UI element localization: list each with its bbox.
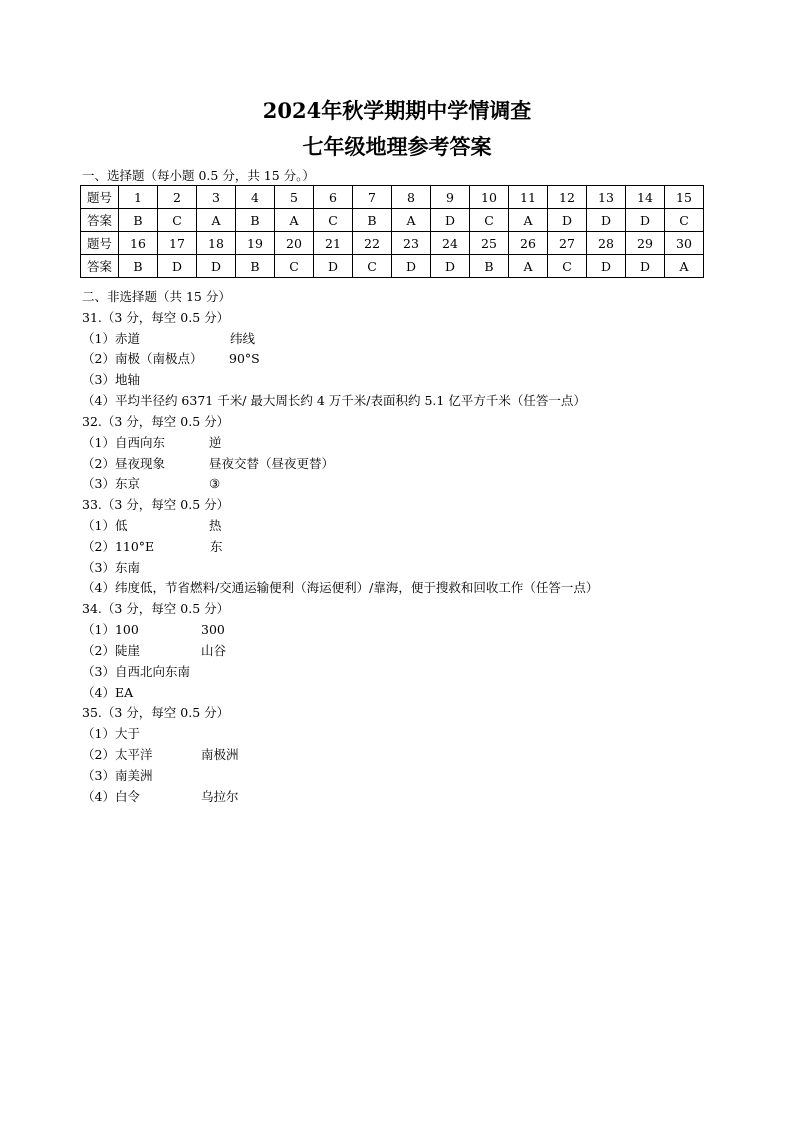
answer-cell: 22 xyxy=(353,232,392,255)
answer-cell: A xyxy=(275,209,314,232)
answer-cell: C xyxy=(548,255,587,278)
q33-answer-1b: 热 xyxy=(209,518,222,533)
q31-answer-2b: 90°S xyxy=(229,351,260,366)
answer-cell: 27 xyxy=(548,232,587,255)
q33-answer-2a: （2）110°E xyxy=(82,539,155,554)
answer-cell: A xyxy=(509,209,548,232)
answer-cell: A xyxy=(197,209,236,232)
answer-cell: C xyxy=(158,209,197,232)
q34-answer-2 xyxy=(82,642,227,660)
q34-heading: 34.（3 分，每空 0.5 分） xyxy=(82,601,230,616)
q35-answer-4a: （4）白令 xyxy=(82,789,140,804)
answer-cell: 8 xyxy=(392,186,431,209)
q35-answer-1: （1）大于 xyxy=(82,726,140,741)
q33-answer-2 xyxy=(82,538,223,556)
q31-answer-2a: （2）南极（南极点） xyxy=(82,351,203,366)
q34-answer-2a: （2）陡崖 xyxy=(82,643,140,658)
answer-cell: D xyxy=(548,209,587,232)
q33-answer-1a: （1）低 xyxy=(82,518,128,533)
q32-answer-1 xyxy=(82,434,222,452)
q31-answer-4: （4）平均半径约 6371 千米/ 最大周长约 4 万千米/表面积约 5.1 亿平方千米（任答一点） xyxy=(82,393,586,408)
answer-cell: B xyxy=(353,209,392,232)
answer-cell: C xyxy=(275,255,314,278)
answer-cell: 24 xyxy=(431,232,470,255)
q32-answer-2 xyxy=(82,455,335,473)
answer-cell: C xyxy=(314,209,353,232)
q34-answer-1a: （1）100 xyxy=(82,622,139,637)
answer-cell: C xyxy=(470,209,509,232)
answer-cell: A xyxy=(392,209,431,232)
answer-cell: 19 xyxy=(236,232,275,255)
answer-cell: 28 xyxy=(587,232,626,255)
answer-cell: 13 xyxy=(587,186,626,209)
answer-cell: D xyxy=(197,255,236,278)
answer-cell: 12 xyxy=(548,186,587,209)
q33-answer-4: （4）纬度低，节省燃料/交通运输便利（海运便利）/靠海，便于搜救和回收工作（任答一点） xyxy=(82,580,599,595)
answer-cell: A xyxy=(665,255,704,278)
answer-cell: 9 xyxy=(431,186,470,209)
q31-answer-3: （3）地轴 xyxy=(82,372,140,387)
page-subtitle: 七年级地理参考答案 xyxy=(302,134,492,159)
q35-heading: 35.（3 分，每空 0.5 分） xyxy=(82,705,230,720)
q32-answer-1a: （1）自西向东 xyxy=(82,435,165,450)
q31-answer-2 xyxy=(82,350,260,368)
answer-cell: 6 xyxy=(314,186,353,209)
q35-answer-2 xyxy=(82,746,239,764)
answer-cell: B xyxy=(119,255,158,278)
q35-answer-4 xyxy=(82,788,239,806)
answer-cell: B xyxy=(236,209,275,232)
q34-answer-1b: 300 xyxy=(201,622,225,637)
answer-cell: B xyxy=(470,255,509,278)
section2-heading: 二、非选择题（共 15 分） xyxy=(82,289,231,304)
q31-answer-1 xyxy=(82,330,256,348)
answer-table-row xyxy=(81,209,704,232)
answer-table-row xyxy=(81,186,704,209)
answer-cell: A xyxy=(509,255,548,278)
answer-cell: 11 xyxy=(509,186,548,209)
answer-cell: 1 xyxy=(119,186,158,209)
answer-cell: 26 xyxy=(509,232,548,255)
q35-answer-4b: 乌拉尔 xyxy=(201,789,239,804)
q31-answer-1b: 纬线 xyxy=(230,331,256,346)
q35-answer-3: （3）南美洲 xyxy=(82,768,153,783)
q32-answer-3a: （3）东京 xyxy=(82,476,140,491)
answer-cell: 25 xyxy=(470,232,509,255)
answer-cell: 10 xyxy=(470,186,509,209)
answer-cell: 29 xyxy=(626,232,665,255)
answer-cell: 2 xyxy=(158,186,197,209)
q33-answer-1 xyxy=(82,517,222,535)
q34-answer-3: （3）自西北向东南 xyxy=(82,664,190,679)
answer-table-row xyxy=(81,232,704,255)
answer-cell: D xyxy=(392,255,431,278)
q34-answer-2b: 山谷 xyxy=(201,643,227,658)
row-header-cell: 答案 xyxy=(81,255,119,278)
answer-cell: B xyxy=(236,255,275,278)
q33-answer-3: （3）东南 xyxy=(82,560,140,575)
answer-table xyxy=(80,185,704,278)
answer-cell: 30 xyxy=(665,232,704,255)
q32-answer-3b: ③ xyxy=(209,476,221,491)
q32-answer-3 xyxy=(82,475,221,493)
q32-answer-2b: 昼夜交替（昼夜更替） xyxy=(209,456,335,471)
row-header-cell: 题号 xyxy=(81,186,119,209)
answer-cell: D xyxy=(431,209,470,232)
answer-cell: D xyxy=(626,209,665,232)
page-title: 2024年秋学期期中学情调查 xyxy=(262,98,532,123)
row-header-cell: 题号 xyxy=(81,232,119,255)
answer-cell: 3 xyxy=(197,186,236,209)
q35-answer-2a: （2）太平洋 xyxy=(82,747,153,762)
answer-cell: 4 xyxy=(236,186,275,209)
answer-cell: B xyxy=(119,209,158,232)
answer-cell: D xyxy=(314,255,353,278)
q34-answer-1 xyxy=(82,621,225,639)
answer-cell: D xyxy=(158,255,197,278)
answer-cell: D xyxy=(431,255,470,278)
q31-answer-1a: （1）赤道 xyxy=(82,331,140,346)
answer-cell: 17 xyxy=(158,232,197,255)
answer-cell: 21 xyxy=(314,232,353,255)
q32-answer-2a: （2）昼夜现象 xyxy=(82,456,165,471)
answer-cell: 15 xyxy=(665,186,704,209)
q33-heading: 33.（3 分，每空 0.5 分） xyxy=(82,497,230,512)
q31-heading: 31.（3 分，每空 0.5 分） xyxy=(82,310,230,325)
q34-answer-4: （4）EA xyxy=(82,685,134,700)
answer-cell: C xyxy=(665,209,704,232)
q33-answer-2b: 东 xyxy=(210,539,223,554)
q32-answer-1b: 逆 xyxy=(209,435,222,450)
section1-heading: 一、选择题（每小题 0.5 分，共 15 分。） xyxy=(82,168,315,183)
answer-cell: 7 xyxy=(353,186,392,209)
answer-cell: C xyxy=(353,255,392,278)
answer-cell: 16 xyxy=(119,232,158,255)
answer-table-row xyxy=(81,255,704,278)
answer-cell: D xyxy=(587,209,626,232)
q35-answer-2b: 南极洲 xyxy=(201,747,239,762)
answer-cell: 18 xyxy=(197,232,236,255)
answer-cell: D xyxy=(626,255,665,278)
answer-cell: D xyxy=(587,255,626,278)
answer-cell: 23 xyxy=(392,232,431,255)
answer-cell: 14 xyxy=(626,186,665,209)
q32-heading: 32.（3 分，每空 0.5 分） xyxy=(82,414,230,429)
answer-cell: 20 xyxy=(275,232,314,255)
answer-cell: 5 xyxy=(275,186,314,209)
row-header-cell: 答案 xyxy=(81,209,119,232)
